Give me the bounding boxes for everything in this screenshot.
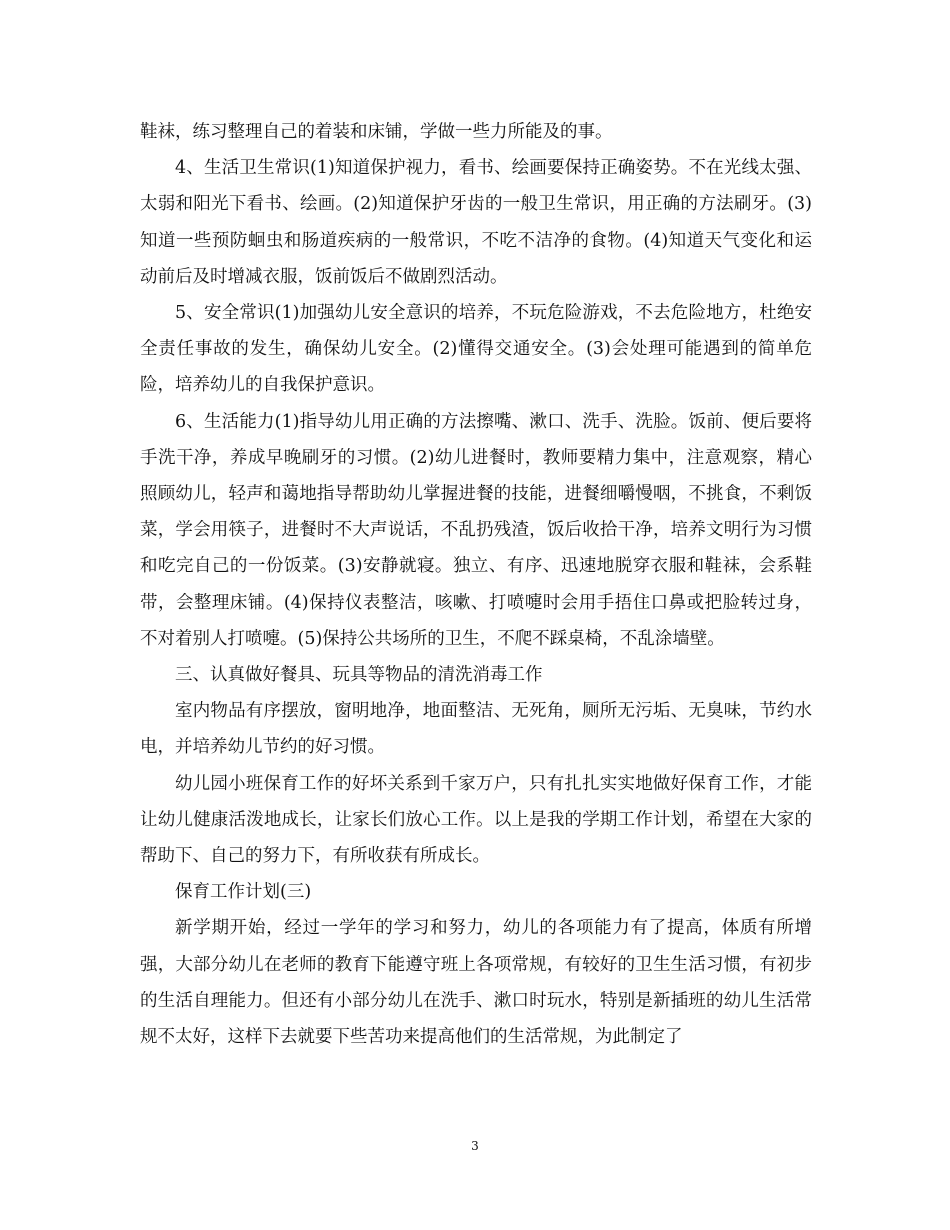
paragraph-conclusion: 幼儿园小班保育工作的好坏关系到千家万户，只有扎扎实实地做好保育工作，才能让幼儿健康活泼地成长，让家长们放心工作。以上是我的学期工作计划，希望在大家的帮助下、自己的努力下，有所收获有所成长。: [140, 773, 812, 867]
paragraph-continuation: 鞋袜，练习整理自己的着装和床铺，学做一些力所能及的事。: [140, 122, 613, 142]
paragraph-life-skills: 6、生活能力(1)指导幼儿用正确的方法擦嘴、漱口、洗手、洗脸。饭前、便后要将手洗干净，养成早晚刷牙的习惯。(2)幼儿进餐时，教师要精力集中，注意观察，精心照顾幼儿，轻声和蔼地指导帮助幼儿掌握进餐的技能，进餐细嚼慢咽，不挑食，不剩饭菜，学会用筷子，进餐时不大声说话，不乱扔残渣，饭后收拾干净，培养文明行为习惯和吃完自己的一份饭菜。(3)安静就寝。独立、有序、迅速地脱穿衣服和鞋袜，会系鞋带，会整理床铺。(4)保持仪表整洁，咳嗽、打喷嚏时会用手捂住口鼻或把脸转过身，不对着别人打喷嚏。(5)保持公共场所的卫生，不爬不踩桌椅，不乱涂墙壁。: [140, 411, 812, 649]
paragraph-room-order: 室内物品有序摆放，窗明地净，地面整洁、无死角，厕所无污垢、无臭味，节约水电，并培养幼儿节约的好习惯。: [140, 701, 812, 758]
document-body: [140, 114, 812, 1055]
page-number: 3: [471, 1139, 479, 1153]
section-heading-disinfection: 三、认真做好餐具、玩具等物品的清洗消毒工作: [175, 665, 543, 686]
heading-plan-three: 保育工作计划(三): [175, 882, 312, 903]
paragraph-hygiene-knowledge: 4、生活卫生常识(1)知道保护视力，看书、绘画要保持正确姿势。不在光线太强、太弱和阳光下看书、绘画。(2)知道保护牙齿的一般卫生常识，用正确的方法刷牙。(3)知道一些预防蛔虫和肠道疾病的一般常识，不吃不洁净的食物。(4)知道天气变化和运动前后及时增减衣服，饭前饭后不做剧烈活动。: [140, 158, 812, 287]
paragraph-safety-knowledge: 5、安全常识(1)加强幼儿安全意识的培养，不玩危险游戏，不去危险地方，杜绝安全责任事故的发生，确保幼儿安全。(2)懂得交通安全。(3)会处理可能遇到的简单危险，培养幼儿的自我保护意识。: [140, 303, 812, 396]
paragraph-new-semester: 新学期开始，经过一学年的学习和努力，幼儿的各项能力有了提高，体质有所增强，大部分幼儿在老师的教育下能遵守班上各项常规，有较好的卫生生活习惯，有初步的生活自理能力。但还有小部分幼儿在洗手、漱口时玩水，特别是新插班的幼儿生活常规不太好，这样下去就要下些苦功来提高他们的生活常规，为此制定了: [140, 918, 812, 1048]
